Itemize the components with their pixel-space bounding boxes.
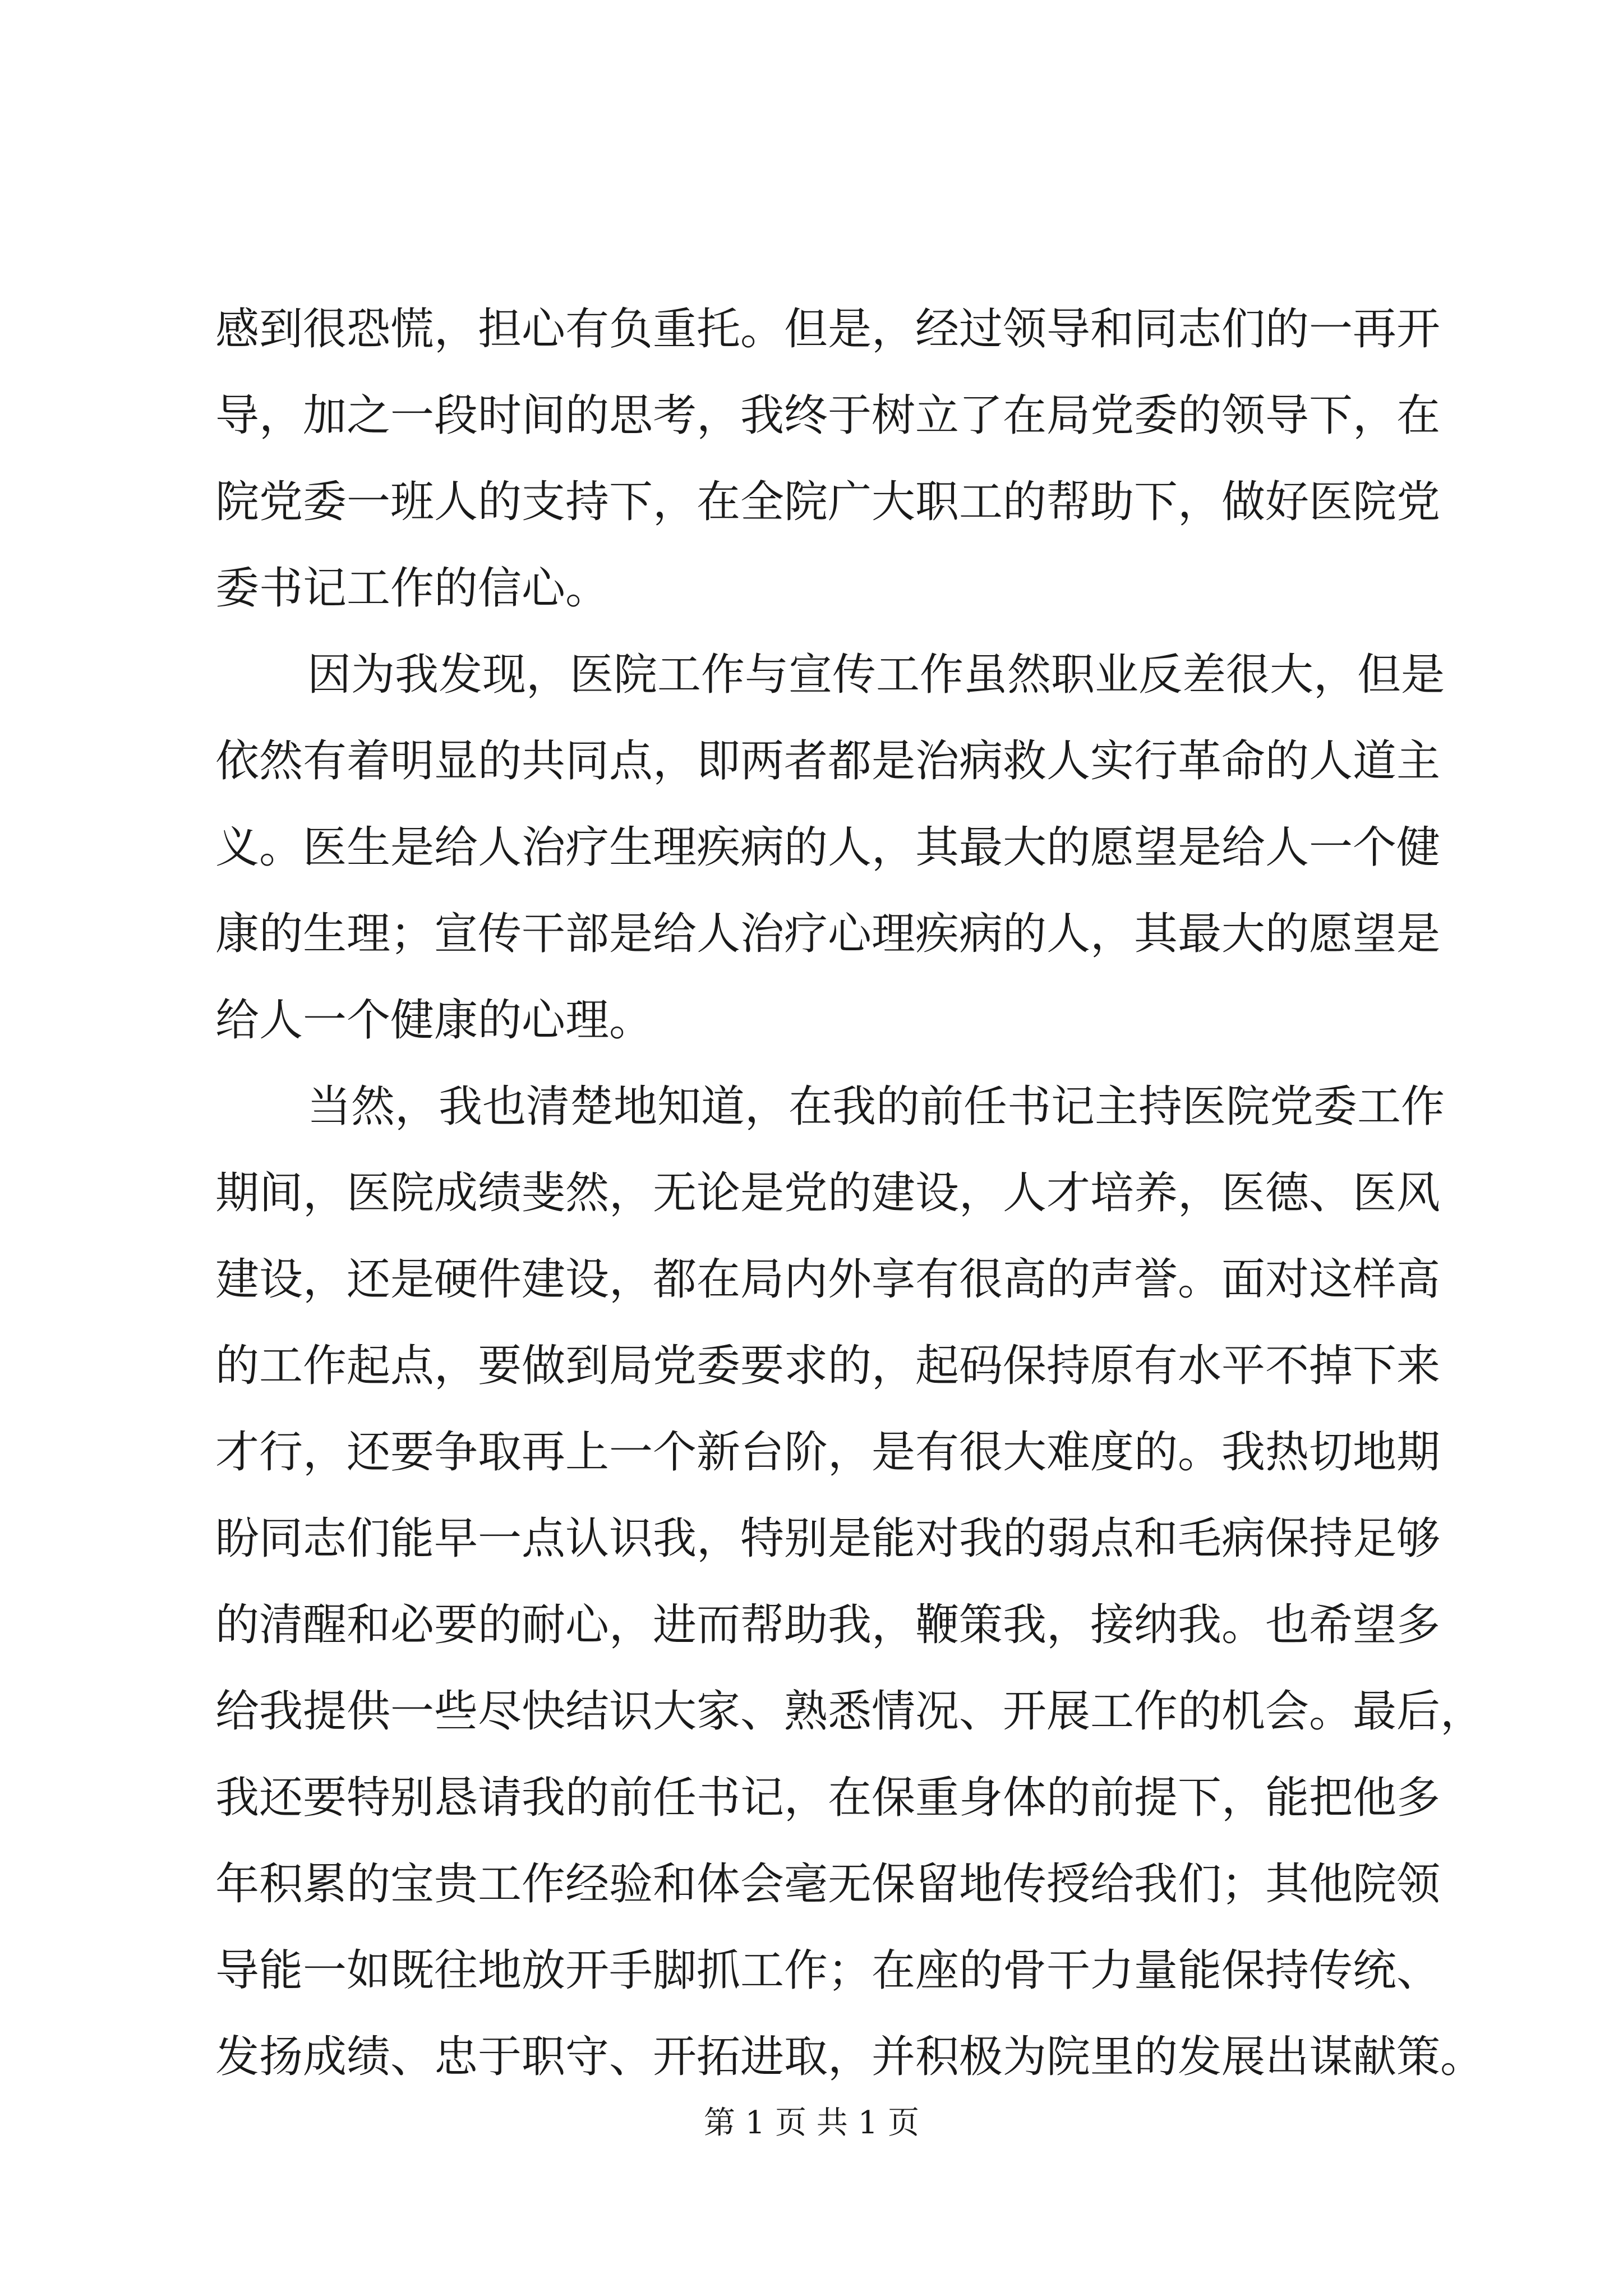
text-line: 年积累的宝贵工作经验和体会毫无保留地传授给我们；其他院领	[215, 1859, 1441, 1910]
text-line: 期间，医院成绩斐然，无论是党的建设，人才培养，医德、医风	[215, 1168, 1441, 1218]
text-line: 依然有着明显的共同点，即两者都是治病救人实行革命的人道主	[215, 736, 1441, 786]
text-line: 的清醒和必要的耐心，进而帮助我，鞭策我，接纳我。也希望多	[215, 1600, 1441, 1650]
text-line: 建设，还是硬件建设，都在局内外享有很高的声誉。面对这样高	[215, 1254, 1441, 1305]
text-line: 我还要特别恳请我的前任书记，在保重身体的前提下，能把他多	[215, 1773, 1441, 1823]
paragraph	[215, 632, 1445, 1064]
text-line: 给我提供一些尽快结识大家、熟悉情况、开展工作的机会。最后，	[215, 1686, 1484, 1737]
page-footer: 第 1 页 共 1 页	[703, 2105, 920, 2141]
text-line: 盼同志们能早一点认识我，特别是能对我的弱点和毛病保持足够	[215, 1513, 1441, 1564]
text-line: 导，加之一段时间的思考，我终于树立了在局党委的领导下，在	[215, 390, 1441, 441]
document-body	[215, 286, 1484, 2100]
text-line: 义。医生是给人治疗生理疾病的人，其最大的愿望是给人一个健	[215, 822, 1441, 873]
paragraph	[215, 286, 1441, 632]
text-line: 委书记工作的信心。	[215, 563, 610, 614]
text-line: 康的生理；宣传干部是给人治疗心理疾病的人，其最大的愿望是	[215, 909, 1441, 959]
text-line: 院党委一班人的支持下，在全院广大职工的帮助下，做好医院党	[215, 477, 1441, 527]
text-line: 发扬成绩、忠于职守、开拓进取，并积极为院里的发展出谋献策。	[215, 2032, 1484, 2082]
paragraph	[215, 1064, 1484, 2100]
text-line: 给人一个健康的心理。	[215, 995, 653, 1046]
text-line: 感到很恐慌，担心有负重托。但是，经过领导和同志们的一再开	[215, 304, 1441, 355]
text-line: 的工作起点，要做到局党委要求的，起码保持原有水平不掉下来	[215, 1341, 1441, 1391]
text-line: 导能一如既往地放开手脚抓工作；在座的骨干力量能保持传统、	[215, 1945, 1441, 1996]
text-line: 因为我发现，医院工作与宣传工作虽然职业反差很大，但是	[307, 650, 1445, 700]
text-line: 当然，我也清楚地知道，在我的前任书记主持医院党委工作	[307, 1082, 1445, 1132]
text-line: 才行，还要争取再上一个新台阶，是有很大难度的。我热切地期	[215, 1427, 1441, 1478]
